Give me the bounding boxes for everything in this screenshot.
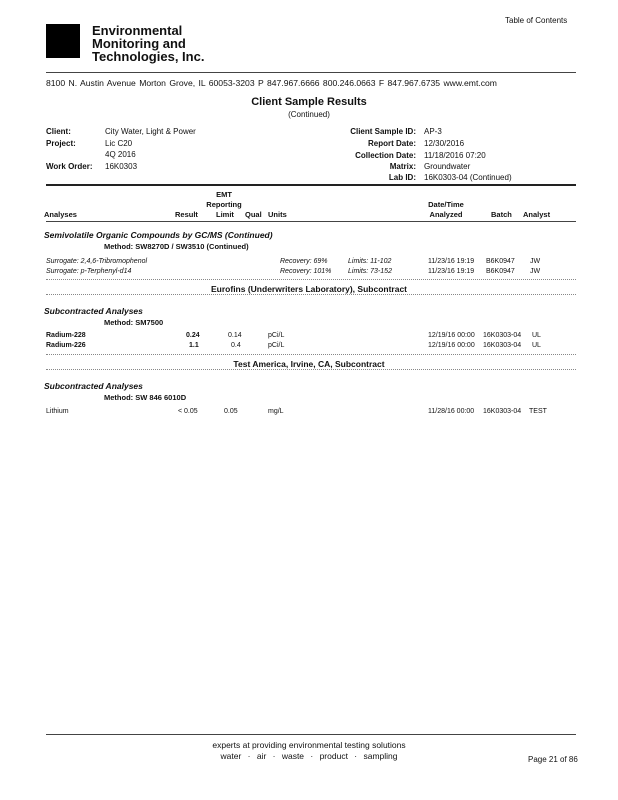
table-row-batch: 16K0303-04 (483, 342, 522, 349)
section-subcontracted-method: Method: SW 846 6010D (104, 393, 187, 402)
table-row-analyst: JW (530, 258, 541, 265)
col-units: Units (268, 210, 287, 219)
col-analyzed: Analyzed (429, 210, 463, 219)
footer-services: water · air · waste · product · sampling (220, 751, 398, 761)
collection-date-label: Collection Date: (355, 151, 416, 160)
table-row-date: 12/19/16 00:00 (428, 332, 475, 339)
table-row-recovery: Recovery: 69% (280, 258, 328, 265)
table-row-batch: 16K0303-04 (483, 408, 522, 415)
footer-rule (46, 734, 576, 735)
table-row-result: 1.1 (189, 342, 199, 349)
sample-id-label: Client Sample ID: (350, 127, 416, 136)
col-result: Result (175, 210, 198, 219)
table-row-date: 11/28/16 00:00 (428, 408, 475, 415)
col-analyst: Analyst (523, 210, 551, 219)
table-row-limit: 0.4 (231, 342, 241, 349)
section-subcontracted-title: Subcontracted Analyses (44, 381, 143, 391)
table-row-batch: 16K0303-04 (483, 332, 522, 339)
section-divider (46, 354, 576, 355)
table-row-analyst: UL (532, 332, 541, 339)
footer-tagline: experts at providing environmental testing solutions (212, 740, 406, 750)
section-divider (46, 369, 576, 370)
collection-date-value: 11/18/2016 07:20 (424, 151, 486, 160)
company-line-3: Technologies, Inc. (92, 49, 205, 64)
table-row-date: 12/19/16 00:00 (428, 342, 475, 349)
page-subtitle: (Continued) (288, 110, 330, 119)
subcontract-lab-1: Eurofins (Underwriters Laboratory), Subcontract (211, 284, 407, 294)
col-limit: Limit (216, 210, 234, 219)
work-order-value: 16K0303 (105, 162, 138, 171)
table-row-limits: Limits: 11-102 (348, 258, 392, 265)
matrix-label: Matrix: (389, 162, 416, 171)
project-value-2: 4Q 2016 (105, 150, 136, 159)
table-row-name: Lithium (46, 408, 69, 415)
header-rule (46, 72, 576, 73)
table-of-contents-link[interactable]: Table of Contents (505, 16, 568, 25)
table-row-units: pCi/L (268, 332, 285, 339)
company-name (92, 24, 204, 63)
lab-id-value: 16K0303-04 (Continued) (424, 173, 512, 182)
table-row-result: < 0.05 (178, 408, 198, 415)
col-batch: Batch (491, 210, 512, 219)
table-row-result: 0.24 (186, 332, 200, 339)
col-qual: Qual (245, 210, 262, 219)
page-number: Page 21 of 86 (528, 755, 578, 764)
table-row-limit: 0.14 (228, 332, 242, 339)
subcontract-lab-2: Test America, Irvine, CA, Subcontract (233, 359, 385, 369)
info-rule (46, 184, 576, 186)
section-divider (46, 294, 576, 295)
company-line-1: Environmental (92, 23, 183, 38)
report-date-label: Report Date: (367, 139, 416, 148)
col-analyses: Analyses (44, 210, 77, 219)
company-logo (46, 24, 80, 58)
table-row-recovery: Recovery: 101% (280, 268, 332, 275)
section-subcontracted-method: Method: SM7500 (104, 318, 164, 327)
client-value: City Water, Light & Power (105, 127, 196, 136)
column-header-rule (46, 221, 576, 222)
report-date-value: 12/30/2016 (424, 139, 465, 148)
table-row-units: pCi/L (268, 342, 285, 349)
company-line-2: Monitoring and (92, 36, 186, 51)
table-row-name: Surrogate: 2,4,6-Tribromophenol (46, 258, 148, 265)
matrix-value: Groundwater (424, 162, 471, 171)
table-row-date: 11/23/16 19:19 (428, 268, 475, 275)
table-row-analyst: UL (532, 342, 541, 349)
table-row-name: Radium-228 (46, 332, 86, 339)
sample-id-value: AP-3 (424, 127, 442, 136)
section-subcontracted-title: Subcontracted Analyses (44, 306, 143, 316)
table-row-batch: B6K0947 (486, 258, 515, 265)
col-reporting: Reporting (206, 200, 242, 209)
table-row-analyst: TEST (529, 408, 547, 415)
table-row-limit: 0.05 (224, 408, 238, 415)
table-row-name: Surrogate: p-Terphenyl-d14 (46, 268, 132, 275)
company-address: 8100 N. Austin Avenue Morton Grove, IL 60053-3203 P 847.967.6666 800.246.0663 F 847.967.6735 www.emt.com (46, 78, 497, 88)
section-svoc-title: Semivolatile Organic Compounds by GC/MS (Continued) (44, 230, 273, 240)
table-row-analyst: JW (530, 268, 541, 275)
section-svoc-method: Method: SW8270D / SW3510 (Continued) (104, 242, 249, 251)
col-emt: EMT (216, 190, 232, 199)
table-row-date: 11/23/16 19:19 (428, 258, 475, 265)
col-datetime: Date/Time (428, 200, 464, 209)
table-row-limits: Limits: 73-152 (348, 268, 392, 275)
table-row-name: Radium-226 (46, 342, 86, 349)
project-value-1: Lic C20 (105, 139, 133, 148)
table-row-units: mg/L (268, 408, 284, 415)
page-title: Client Sample Results (251, 96, 367, 108)
project-label: Project: (46, 139, 76, 148)
work-order-label: Work Order: (46, 162, 93, 171)
table-row-batch: B6K0947 (486, 268, 515, 275)
client-label: Client: (46, 127, 71, 136)
section-divider (46, 279, 576, 280)
lab-id-label: Lab ID: (388, 173, 416, 182)
